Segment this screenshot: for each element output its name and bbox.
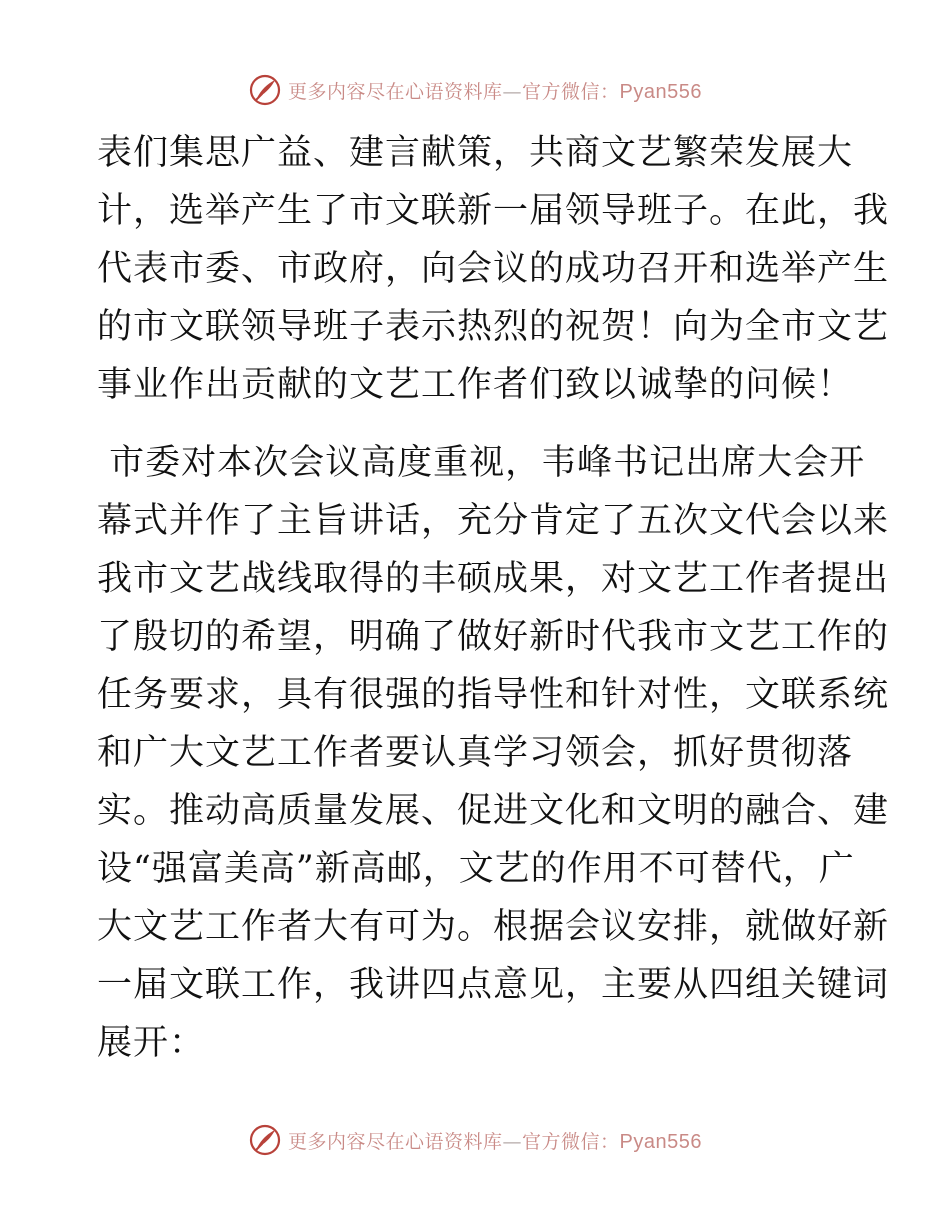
text-line: 的市文联领导班子表示热烈的祝贺！向为全市文艺 [97,307,890,347]
paragraph-2 [97,434,890,1072]
footer-watermark [0,1120,950,1160]
text-line: 表们集思广益、建言献策，共商文艺繁荣发展大 [97,133,854,173]
text-line: 代表市委、市政府，向会议的成功召开和选举产生 [97,249,890,289]
paragraph-1 [97,124,890,414]
text-line: 展开： [97,1023,206,1063]
watermark-text [288,1127,702,1154]
document-body [97,124,890,1072]
text-line: 实。推动高质量发展、促进文化和文明的融合、建 [97,791,890,831]
text-line: 和广大文艺工作者要认真学习领会，抓好贯彻落 [97,733,854,773]
watermark-separator: — [502,1130,523,1153]
text-line: 市委对本次会议高度重视，韦峰书记出席大会开 [97,443,866,483]
text-line: 任务要求，具有很强的指导性和针对性，文联系统 [97,675,890,715]
text-line: 设“强富美高”新高邮，文艺的作用不可替代，广 [97,849,855,889]
watermark-prefix: 更多内容尽在心语资料库 [288,1130,503,1153]
text-line: 幕式并作了主旨讲话，充分肯定了五次文代会以来 [97,501,890,541]
header-watermark [0,70,950,110]
watermark-account: Pyan556 [619,1130,702,1153]
watermark-mid: 官方微信： [522,1130,620,1153]
text-line: 一届文联工作，我讲四点意见，主要从四组关键词 [97,965,890,1005]
text-line: 计，选举产生了市文联新一届领导班子。在此，我 [97,191,890,231]
text-line: 我市文艺战线取得的丰硕成果，对文艺工作者提出 [97,559,890,599]
text-line: 事业作出贡献的文艺工作者们致以诚挚的问候！ [97,365,854,405]
text-line: 大文艺工作者大有可为。根据会议安排，就做好新 [97,907,890,947]
watermark-prefix: 更多内容尽在心语资料库 [288,80,503,103]
watermark-account: Pyan556 [619,80,702,103]
quill-logo-icon [248,73,282,107]
text-line: 了殷切的希望，明确了做好新时代我市文艺工作的 [97,617,890,657]
watermark-text [288,77,702,104]
watermark-separator: — [502,80,523,103]
watermark-mid: 官方微信： [522,80,620,103]
quill-logo-icon [248,1123,282,1157]
